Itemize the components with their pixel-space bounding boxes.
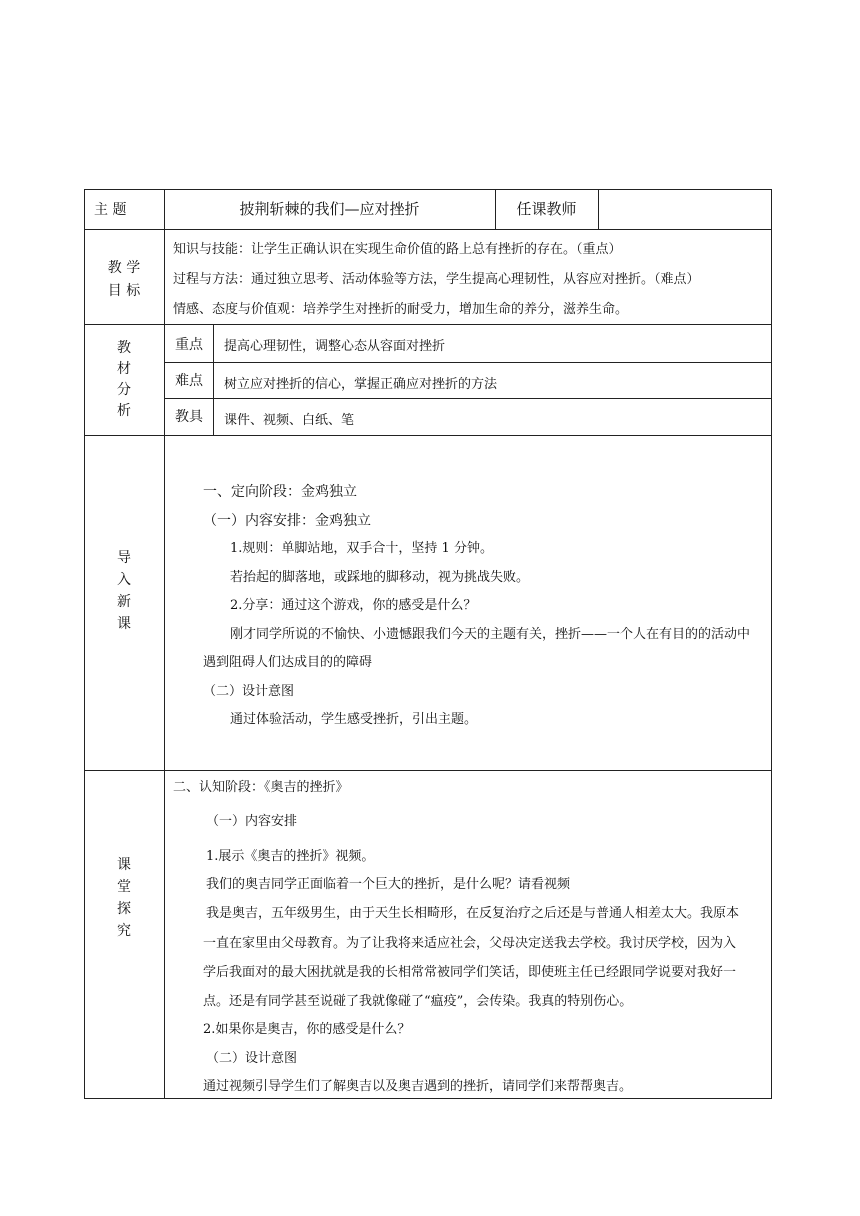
explore-line: （二）设计意图 <box>206 1051 298 1066</box>
analysis-label-char: 教 <box>117 340 131 356</box>
teaching-aids-label: 教具 <box>175 409 203 425</box>
intro-label-char: 入 <box>117 572 131 588</box>
row-divider <box>84 229 772 230</box>
analysis-label-char: 析 <box>117 403 131 419</box>
key-point-value: 提高心理韧性，调整心态从容面对挫折 <box>224 339 446 354</box>
row-divider <box>84 770 772 771</box>
explore-line: 我们的奥吉同学正面临着一个巨大的挫折，是什么呢？请看视频 <box>206 877 571 892</box>
explore-label-char: 堂 <box>117 879 131 895</box>
intro-line: 通过体验活动，学生感受挫折，引出主题。 <box>230 712 478 727</box>
objectives-label: 目 标 <box>107 283 141 299</box>
table-border-left <box>84 189 85 1099</box>
column-divider <box>213 324 214 436</box>
explore-label-char: 课 <box>117 857 131 873</box>
intro-label <box>84 551 164 639</box>
row-divider <box>84 324 772 325</box>
intro-line: （一）内容安排：金鸡独立 <box>203 513 371 529</box>
intro-line: 刚才同学所说的不愉快、小遗憾跟我们今天的主题有关，挫折——一个人在有目的的活动中 <box>230 627 751 642</box>
teaching-aids-value: 课件、视频、白纸、笔 <box>224 413 355 428</box>
teacher-label: 任课教师 <box>516 200 577 218</box>
row-divider <box>84 435 772 436</box>
explore-line: 2.如果你是奥吉，你的感受是什么？ <box>203 1022 411 1037</box>
analysis-label-char: 材 <box>117 361 131 377</box>
objective-line: 过程与方法：通过独立思考、活动体验等方法，学生提高心理韧性，从容应对挫折。（难点） <box>173 272 700 287</box>
explore-line: 二、认知阶段：《奥吉的挫折》 <box>173 780 349 795</box>
intro-label-char: 新 <box>117 594 131 610</box>
analysis-label-char: 分 <box>117 382 131 398</box>
explore-line: 通过视频引导学生们了解奥吉以及奥吉遇到的挫折，请同学们来帮帮奥吉。 <box>203 1079 633 1094</box>
explore-line: 点。还是有同学甚至说碰了我就像碰了“瘟疫”，会传染。我真的特别伤心。 <box>203 994 633 1009</box>
table-border-bottom <box>84 1098 772 1099</box>
key-point-label: 重点 <box>175 337 203 353</box>
objective-line: 知识与技能：让学生正确认识在实现生命价值的路上总有挫折的存在。（重点） <box>173 242 622 257</box>
explore-label-char: 究 <box>117 923 131 939</box>
explore-label <box>84 858 164 946</box>
intro-line: 1.规则：单脚站地，双手合十，坚持 1 分钟。 <box>230 541 493 556</box>
lesson-title: 披荆斩棘的我们—应对挫折 <box>239 200 420 218</box>
label-column-divider <box>164 189 165 1099</box>
explore-label-char: 探 <box>117 901 131 917</box>
row-divider <box>164 398 772 399</box>
table-border-right <box>771 189 772 1099</box>
intro-line: 若抬起的脚落地，或踩地的脚移动，视为挑战失败。 <box>230 570 530 585</box>
row-divider <box>164 362 772 363</box>
difficulty-label: 难点 <box>175 373 203 389</box>
table-border-top <box>84 189 772 190</box>
objectives-label: 教 学 <box>107 260 141 276</box>
intro-label-char: 导 <box>117 550 131 566</box>
intro-line: 一、定向阶段：金鸡独立 <box>203 484 357 500</box>
objective-line: 情感、态度与价值观：培养学生对挫折的耐受力，增加生命的养分，滋养生命。 <box>173 302 629 317</box>
analysis-label <box>84 341 164 425</box>
intro-label-char: 课 <box>117 616 131 632</box>
intro-line: （二）设计意图 <box>203 684 295 699</box>
intro-line: 2.分享：通过这个游戏，你的感受是什么？ <box>230 598 477 613</box>
intro-line: 遇到阻碍人们达成目的的障碍 <box>203 655 373 670</box>
column-divider <box>598 189 599 230</box>
explore-line: 1.展示《奥吉的挫折》视频。 <box>206 849 375 864</box>
explore-line: 一直在家里由父母教育。为了让我将来适应社会，父母决定送我去学校。我讨厌学校，因为入 <box>203 936 737 951</box>
theme-label: 主 题 <box>94 202 127 218</box>
explore-line: （一）内容安排 <box>206 814 298 829</box>
explore-line: 我是奥吉，五年级男生，由于天生长相畸形，在反复治疗之后还是与普通人相差太大。我原本 <box>206 906 740 921</box>
explore-line: 学后我面对的最大困扰就是我的长相常常被同学们笑话，即使班主任已经跟同学说要对我好一 <box>203 965 737 980</box>
difficulty-value: 树立应对挫折的信心，掌握正确应对挫折的方法 <box>224 377 498 392</box>
